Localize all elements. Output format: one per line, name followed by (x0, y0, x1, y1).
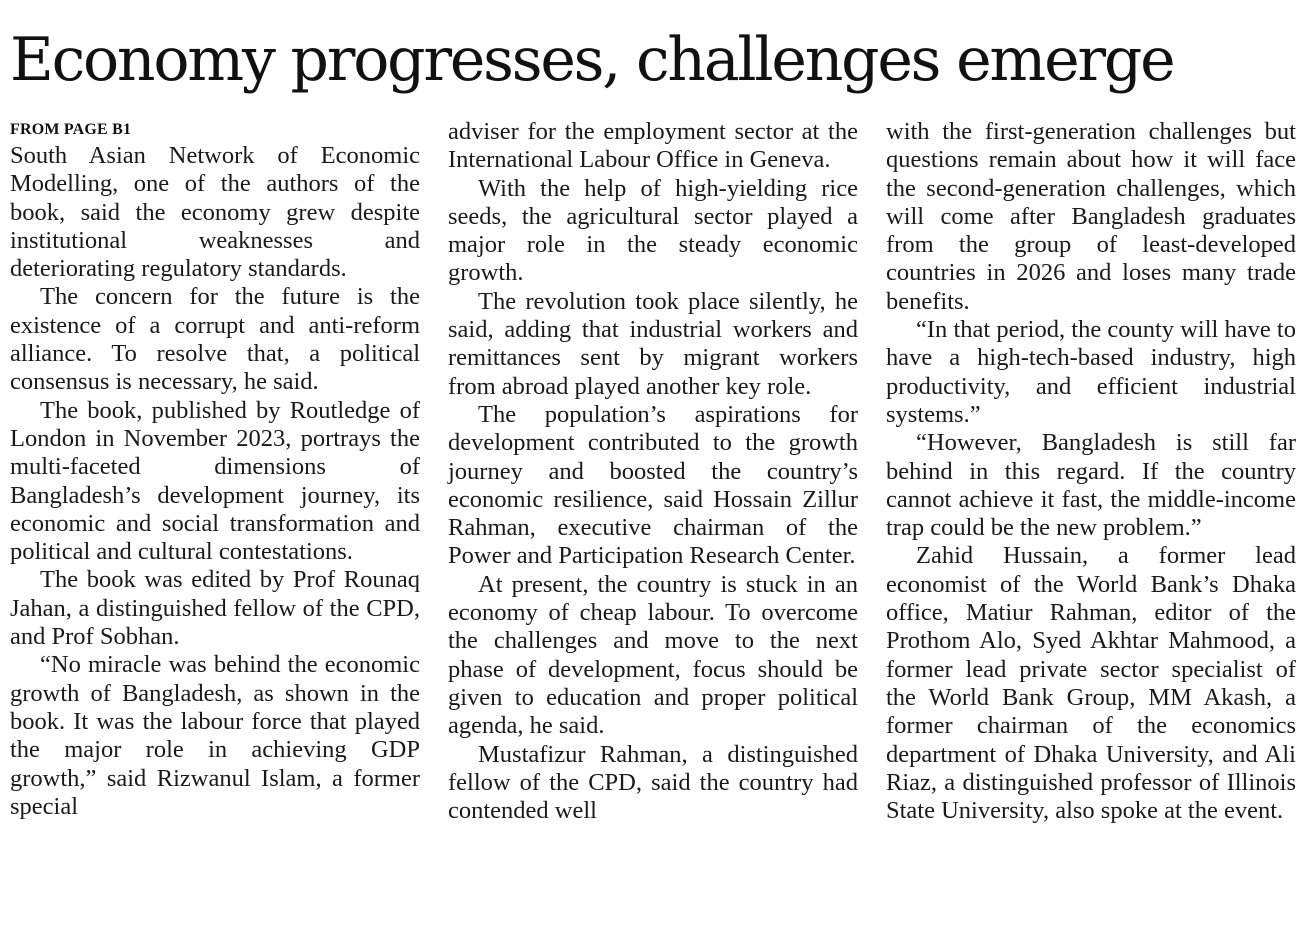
paragraph: Zahid Hussain, a former lead economist of the World Bank’s Dhaka office, Matiur Rahman, editor of the Prothom Alo, Syed Akhtar Mahmood, a former lead private sector specialist of the World Bank Group, MM Akash, a former chairman of the economics department of Dhaka University, and Ali Riaz, a distinguished professor of Illinois State University, also spoke at the event. (886, 542, 1296, 825)
paragraph: The book was edited by Prof Rounaq Jahan, a distinguished fellow of the CPD, and Prof Sobhan. (10, 566, 420, 651)
article-column-3 (886, 118, 1296, 825)
dateline: FROM PAGE B1 (10, 121, 132, 138)
paragraph: The book, published by Routledge of London in November 2023, portrays the multi-faceted dimensions of Bangladesh’s development journey, its economic and social transformation and political and cultural contestations. (10, 396, 420, 566)
article-column-1 (10, 118, 420, 821)
paragraph: The concern for the future is the existence of a corrupt and anti-reform alliance. To resolve that, a political consensus is necessary, he said. (10, 283, 420, 396)
paragraph: The revolution took place silently, he said, adding that industrial workers and remittances sent by migrant workers from abroad played another key role. (448, 287, 858, 400)
paragraph: With the help of high-yielding rice seeds, the agricultural sector played a major role in the steady economic growth. (448, 174, 858, 287)
paragraph: Mustafizur Rahman, a distinguished fellow of the CPD, said the country had contended well (448, 740, 858, 825)
paragraph: adviser for the employment sector at the International Labour Office in Geneva. (448, 118, 858, 174)
paragraph: “In that period, the county will have to have a high-tech-based industry, high productivity, and efficient industrial systems.” (886, 316, 1296, 428)
paragraph: South Asian Network of Economic Modelling, one of the authors of the book, said the economy grew despite institutional weaknesses and deteriorating regulatory standards. (10, 142, 420, 283)
paragraph: with the first-generation challenges but questions remain about how it will face the second-generation challenges, which will come after Bangladesh graduates from the group of least-developed countries in 2026 and loses many trade benefits. (886, 118, 1296, 315)
headline: Economy progresses, challenges emerge (10, 25, 1174, 95)
paragraph: “However, Bangladesh is still far behind in this regard. If the country cannot achieve it fast, the middle-income trap could be the new problem.” (886, 429, 1296, 542)
article-column-2 (448, 118, 858, 825)
paragraph: At present, the country is stuck in an economy of cheap labour. To overcome the challenges and move to the next phase of development, focus should be given to education and proper political agenda, he said. (448, 570, 858, 740)
paragraph: “No miracle was behind the economic growth of Bangladesh, as shown in the book. It was the labour force that played the major role in achieving GDP growth,” said Rizwanul Islam, a former special (10, 651, 420, 820)
paragraph: The population’s aspirations for development contributed to the growth journey and boosted the country’s economic resilience, said Hossain Zillur Rahman, executive chairman of the Power and Participation Research Center. (448, 400, 858, 570)
